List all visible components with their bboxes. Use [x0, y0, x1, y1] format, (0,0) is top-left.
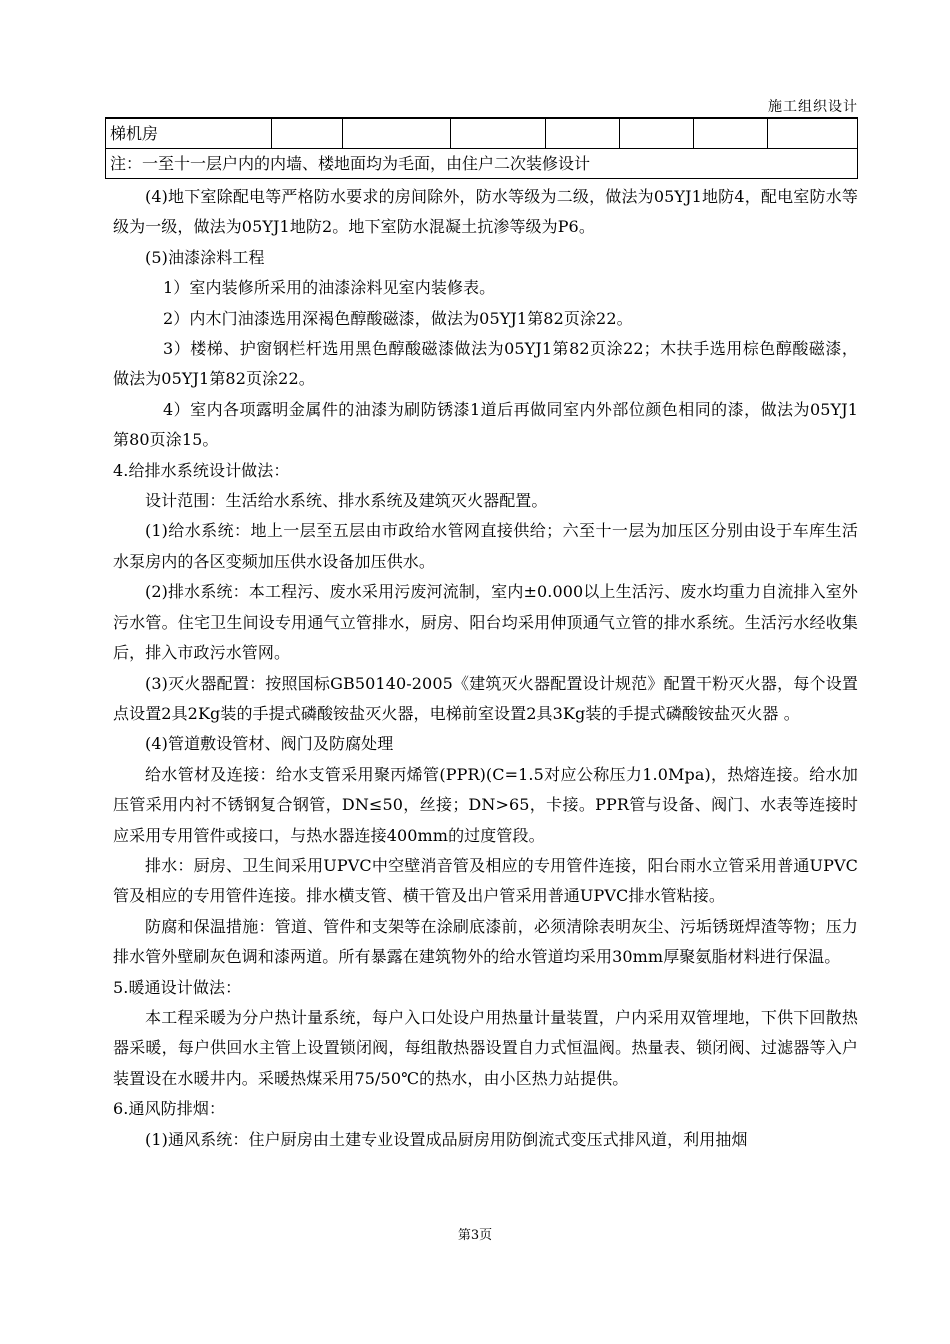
table-cell — [694, 119, 768, 149]
paragraph: 给水管材及连接：给水支管采用聚丙烯管(PPR)(C=1.5对应公称压力1.0Mpa)，热熔连接。给水加压管采用内衬不锈钢复合钢管，DN≤50，丝接；DN>65，卡接。PPR管与设备、阀门、水表等连接时应采用专用管件或接口，与热水器连接400mm的过度管段。 — [113, 764, 858, 845]
section-heading: 5.暖通设计做法： — [113, 977, 242, 997]
paragraph: (1)给水系统：地上一层至五层由市政给水管网直接供给；六至十一层为加压区分别由设于车库生活水泵房内的各区变频加压供水设备加压供水。 — [113, 521, 858, 571]
paragraph: (4)管道敷设管材、阀门及防腐处理 — [145, 734, 394, 754]
paragraph: 排水：厨房、卫生间采用UPVC中空壁消音管及相应的专用管件连接，阳台雨水立管采用普通UPVC管及相应的专用管件连接。排水横支管、横干管及出户管采用普通UPVC排水管粘接。 — [113, 855, 858, 906]
table-cell — [768, 119, 858, 149]
paragraph: (2)排水系统：本工程污、废水采用污废河流制，室内±0.000以上生活污、废水均重力自流排入室外污水管。住宅卫生间设专用通气立管排水，厨房、阳台均采用伸顶通气立管的排水系统。生活污水经收集后，排入市政污水管网。 — [113, 582, 858, 663]
paragraph: 本工程采暖为分户热计量系统，每户入口处设户用热量计量装置，户内采用双管埋地，下供下回散热器采暖，每户供回水主管上设置锁闭阀，每组散热器设置自力式恒温阀。热量表、锁闭阀、过滤器等入户装置设在水暖井内。采暖热煤采用75/50℃的热水，由小区热力站提供。 — [113, 1007, 858, 1088]
section-heading: 4.给排水系统设计做法： — [113, 460, 290, 480]
table-cell — [342, 119, 450, 149]
paragraph: 2）内木门油漆选用深褐色醇酸磁漆，做法为05YJ1第82页涂22。 — [163, 308, 633, 328]
paragraph: (5)油漆涂料工程 — [145, 247, 265, 267]
table-cell-room-name: 梯机房 — [106, 119, 272, 149]
table-note: 注：一至十一层户内的内墙、楼地面均为毛面，由住户二次装修设计 — [106, 149, 858, 179]
table-cell — [450, 119, 545, 149]
paragraph: (1)通风系统：住户厨房由土建专业设置成品厨房用防倒流式变压式排风道，利用抽烟 — [145, 1129, 748, 1149]
page-number: 第3页 — [457, 1228, 493, 1243]
table-cell — [271, 119, 342, 149]
paragraph: 3）楼梯、护窗钢栏杆选用黑色醇酸磁漆做法为05YJ1第82页涂22；木扶手选用棕色醇酸磁漆，做法为05YJ1第82页涂22。 — [113, 339, 858, 389]
paragraph: 防腐和保温措施：管道、管件和支架等在涂刷底漆前，必须清除表明灰尘、污垢锈斑焊渣等物；压力排水管外壁刷灰色调和漆两道。所有暴露在建筑物外的给水管道均采用30mm厚聚氨脂材料进行保温。 — [113, 916, 858, 967]
paragraph: 1）室内装修所采用的油漆涂料见室内装修表。 — [163, 278, 496, 298]
document-body — [113, 182, 858, 1155]
section-heading: 6.通风防排烟： — [113, 1099, 226, 1119]
table-cell — [545, 119, 619, 149]
paragraph: (3)灭火器配置：按照国标GB50140-2005《建筑灭火器配置设计规范》配置干粉灭火器，每个设置点设置2具2Kg装的手提式磷酸铵盐灭火器，电梯前室设置2具3Kg装的手提式磷酸铵盐灭火器 。 — [113, 673, 858, 723]
paragraph: 设计范围：生活给水系统、排水系统及建筑灭火器配置。 — [145, 491, 548, 511]
table-row — [106, 119, 858, 149]
document-header-title: 施工组织设计 — [768, 99, 858, 115]
table-note-row — [106, 149, 858, 179]
finish-table-fragment — [105, 118, 858, 179]
paragraph: (4)地下室除配电等严格防水要求的房间除外，防水等级为二级，做法为05YJ1地防4，配电室防水等级为一级，做法为05YJ1地防2。地下室防水混凝土抗渗等级为P6。 — [113, 187, 858, 237]
paragraph: 4）室内各项露明金属件的油漆为刷防锈漆1道后再做同室内外部位颜色相同的漆，做法为05YJ1第80页涂15。 — [113, 399, 858, 450]
table-cell — [619, 119, 694, 149]
